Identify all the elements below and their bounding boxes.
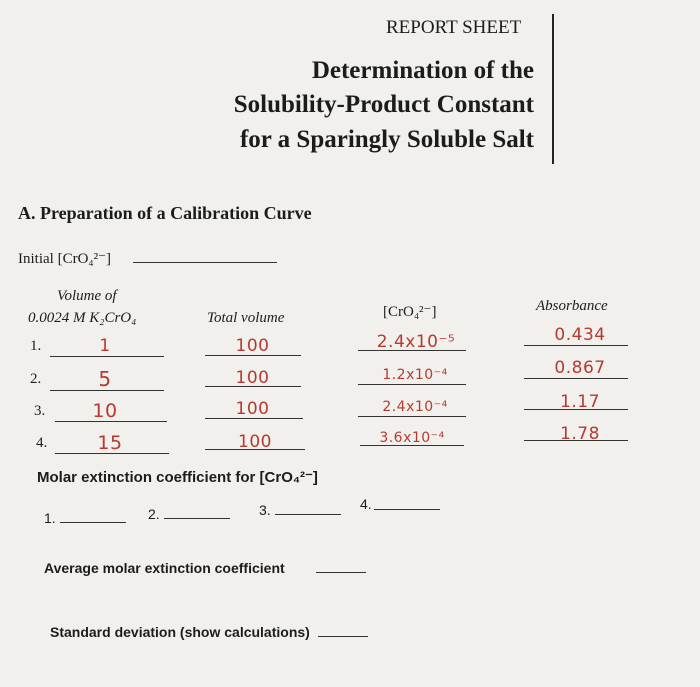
col-volume-line2: 0.0024 M K₂CrO₄ xyxy=(28,310,137,326)
row-2-total-line xyxy=(205,386,301,387)
title-line-3: for a Sparingly Soluble Salt xyxy=(239,126,534,153)
title-line-2: Solubility-Product Constant xyxy=(233,91,534,118)
average-extinction-label: Average molar extinction coefficient xyxy=(44,560,285,576)
row-4-conc-line xyxy=(360,445,464,446)
row-1-volume: 1 xyxy=(99,336,111,356)
row-3-number: 3. xyxy=(34,403,46,419)
row-1-conc-line xyxy=(358,350,466,351)
row-4-number: 4. xyxy=(36,435,48,451)
row-2-absorbance-line xyxy=(524,378,628,379)
col-total-volume: Total volume xyxy=(207,310,285,326)
molar-label-3: 3. xyxy=(259,502,271,518)
row-1-absorbance: 0.434 xyxy=(554,325,606,345)
row-1-total-line xyxy=(205,355,301,356)
row-1-absorbance-line xyxy=(524,345,628,346)
row-2-volume-line xyxy=(50,390,164,391)
row-4-absorbance: 1.78 xyxy=(560,424,600,444)
molar-blank-3[interactable] xyxy=(275,514,341,515)
row-2-total: 100 xyxy=(235,368,270,388)
row-4-volume: 15 xyxy=(97,432,123,454)
row-3-total-line xyxy=(205,418,303,419)
section-a-heading: A. Preparation of a Calibration Curve xyxy=(18,203,312,223)
row-3-conc: 2.4x10⁻⁴ xyxy=(382,399,448,415)
title-line-1: Determination of the xyxy=(311,57,534,84)
initial-conc-blank[interactable] xyxy=(133,262,277,263)
row-2-conc: 1.2x10⁻⁴ xyxy=(382,367,448,383)
molar-extinction-title: Molar extinction coefficient for [CrO₄²⁻] xyxy=(37,469,318,486)
std-deviation-label: Standard deviation (show calculations) xyxy=(50,624,310,640)
initial-conc-label: Initial [CrO₄²⁻] xyxy=(18,251,112,267)
std-deviation-blank[interactable] xyxy=(318,636,368,637)
col-absorbance: Absorbance xyxy=(536,298,608,314)
row-4-total-line xyxy=(205,449,305,450)
molar-blank-4[interactable] xyxy=(374,509,440,510)
row-4-volume-line xyxy=(55,453,169,454)
col-volume-line1: Volume of xyxy=(57,288,117,304)
molar-blank-1[interactable] xyxy=(60,522,126,523)
average-extinction-blank[interactable] xyxy=(316,572,366,573)
molar-label-2: 2. xyxy=(148,506,160,522)
row-3-absorbance: 1.17 xyxy=(560,392,600,412)
row-3-total: 100 xyxy=(235,399,270,419)
molar-label-4: 4. xyxy=(360,496,372,512)
row-2-conc-line xyxy=(358,384,466,385)
row-2-absorbance: 0.867 xyxy=(554,358,606,378)
molar-label-1: 1. xyxy=(44,510,56,526)
row-4-total: 100 xyxy=(238,432,272,452)
report-sheet-label: REPORT SHEET xyxy=(386,17,522,38)
row-3-volume: 10 xyxy=(92,400,118,422)
header-divider xyxy=(552,14,554,164)
row-3-absorbance-line xyxy=(524,409,628,410)
row-1-total: 100 xyxy=(235,336,270,356)
row-1-conc: 2.4x10⁻⁵ xyxy=(376,332,456,352)
row-1-number: 1. xyxy=(30,338,42,354)
row-4-absorbance-line xyxy=(524,440,628,441)
row-1-volume-line xyxy=(50,356,164,357)
col-concentration: [CrO₄²⁻] xyxy=(383,304,437,320)
molar-blank-2[interactable] xyxy=(164,518,230,519)
row-2-volume: 5 xyxy=(98,367,112,391)
row-4-conc: 3.6x10⁻⁴ xyxy=(379,430,445,446)
row-3-volume-line xyxy=(55,421,167,422)
row-2-number: 2. xyxy=(30,371,42,387)
row-3-conc-line xyxy=(358,416,466,417)
